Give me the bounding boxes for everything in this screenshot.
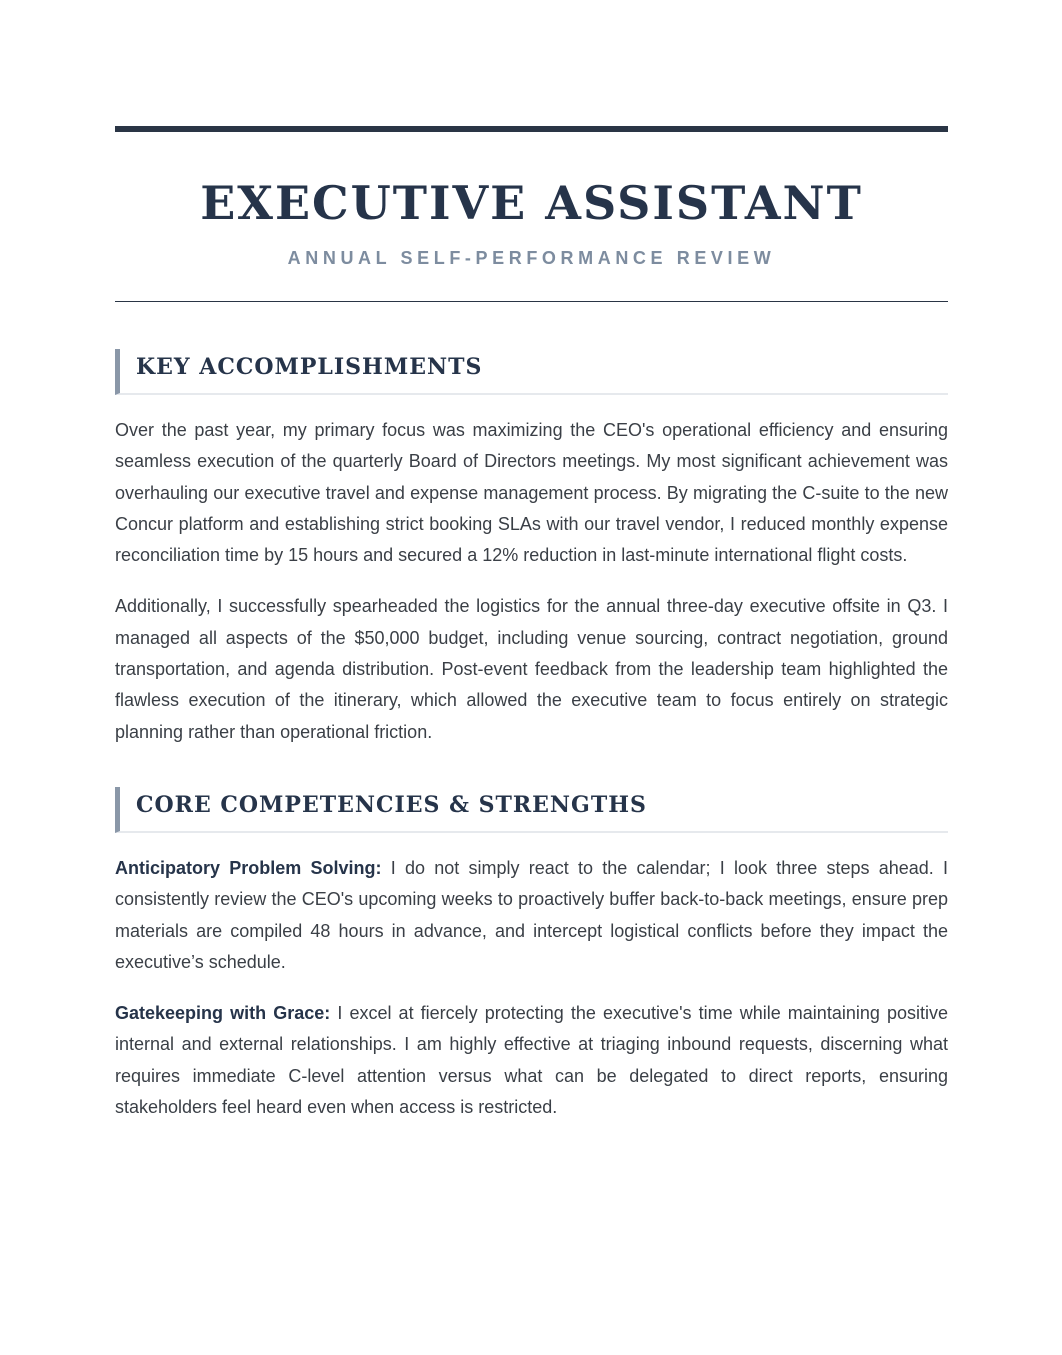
document-page: [115, 126, 948, 1123]
accomplishment-paragraph: Over the past year, my primary focus was maximizing the CEO's operational efficiency and ensuring seamless execution of the quarterly Board of Directors meetings. My most significant achievement was overhauling our executive travel and expense management process. By migrating the C-suite to the new Concur platform and establishing strict booking SLAs with our travel vendor, I reduced monthly expense reconciliation time by 15 hours and secured a 12% reduction in last-minute international flight costs.: [115, 420, 948, 566]
competency-text: I do not simply react to the calendar; I look three steps ahead. I consistently review the CEO's upcoming weeks to proactively buffer back-to-back meetings, ensure prep materials are compiled 48 hours in advance, and intercept logistical conflicts before they impact the executive’s schedule.: [115, 857, 948, 972]
header-divider: [115, 301, 948, 302]
accomplishment-paragraph: Additionally, I successfully spearheaded the logistics for the annual three-day executive offsite in Q3. I managed all aspects of the $50,000 budget, including venue sourcing, contract negotiation, ground transportation, and agenda distribution. Post-event feedback from the leadership team highlighted the flawless execution of the itinerary, which allowed the executive team to focus entirely on strategic planning rather than operational friction.: [115, 596, 948, 742]
top-divider: [115, 126, 948, 132]
section-heading-core-competencies: CORE COMPETENCIES & STRENGTHS: [115, 787, 948, 833]
document-title: EXECUTIVE ASSISTANT: [200, 176, 863, 230]
competency-lead: Anticipatory Problem Solving:: [115, 857, 382, 878]
competency-paragraph: [115, 853, 948, 978]
competency-lead: Gatekeeping with Grace:: [115, 1003, 331, 1024]
competency-text: I excel at fiercely protecting the executive's time while maintaining positive internal and external relationships. I am highly effective at triaging inbound requests, discerning what requires immediate C-level attention versus what can be delegated to direct reports, ensuring stakeholders feel heard even when access is restricted.: [115, 1003, 948, 1118]
competency-paragraph: [115, 998, 948, 1123]
section-heading-key-accomplishments: KEY ACCOMPLISHMENTS: [115, 349, 948, 395]
document-subtitle: ANNUAL SELF-PERFORMANCE REVIEW: [287, 248, 776, 268]
